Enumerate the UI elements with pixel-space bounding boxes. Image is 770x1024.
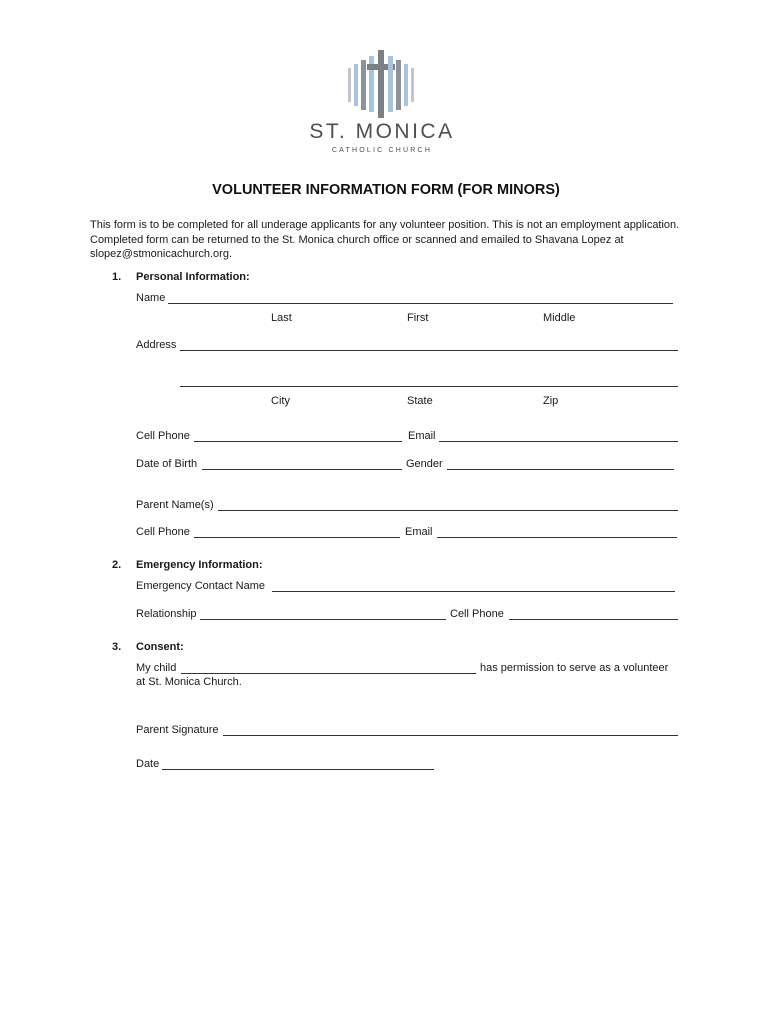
gender-field[interactable] bbox=[447, 469, 674, 470]
relationship-label: Relationship bbox=[136, 608, 197, 620]
parent-signature-field[interactable] bbox=[223, 735, 678, 736]
parent-cell-phone-label: Cell Phone bbox=[136, 526, 190, 538]
address-label: Address bbox=[136, 339, 177, 351]
emergency-cell-phone-field[interactable] bbox=[509, 619, 678, 620]
parent-names-label: Parent Name(s) bbox=[136, 499, 214, 511]
date-label: Date bbox=[136, 758, 160, 770]
state-label: State bbox=[407, 395, 433, 407]
parent-cell-phone-field[interactable] bbox=[194, 537, 400, 538]
name-field[interactable] bbox=[168, 303, 673, 304]
date-field[interactable] bbox=[162, 769, 434, 770]
section-title-consent: Consent: bbox=[136, 641, 184, 653]
cross-icon bbox=[345, 50, 417, 118]
dob-field[interactable] bbox=[202, 469, 402, 470]
section-number: 1. bbox=[112, 271, 122, 283]
parent-email-field[interactable] bbox=[437, 537, 677, 538]
cell-phone-label: Cell Phone bbox=[136, 430, 190, 442]
emergency-cell-phone-label: Cell Phone bbox=[450, 608, 504, 620]
last-label: Last bbox=[271, 312, 292, 324]
my-child-label: My child bbox=[136, 662, 177, 674]
permission-continuation: at St. Monica Church. bbox=[136, 676, 242, 688]
zip-label: Zip bbox=[543, 395, 559, 407]
name-label: Name bbox=[136, 292, 166, 304]
form-title: VOLUNTEER INFORMATION FORM (FOR MINORS) bbox=[212, 182, 560, 198]
gender-label: Gender bbox=[406, 458, 443, 470]
section-title-personal: Personal Information: bbox=[136, 271, 250, 283]
permission-text: has permission to serve as a volunteer bbox=[480, 662, 669, 674]
email-field[interactable] bbox=[439, 441, 678, 442]
cell-phone-field[interactable] bbox=[194, 441, 402, 442]
section-number: 3. bbox=[112, 641, 122, 653]
parent-signature-label: Parent Signature bbox=[136, 724, 219, 736]
emergency-contact-label: Emergency Contact Name bbox=[136, 580, 265, 592]
form-intro: This form is to be completed for all underage applicants for any volunteer position. This is not an employment application. Completed form can be returned to the St. Monica church office or scanned and emailed to Shavana Lopez at slopez@stmonicachurch.org. bbox=[90, 219, 680, 260]
parent-names-field[interactable] bbox=[218, 510, 678, 511]
address-line-2-field[interactable] bbox=[180, 386, 678, 387]
child-name-field[interactable] bbox=[181, 673, 476, 674]
emergency-contact-field[interactable] bbox=[272, 591, 675, 592]
city-label: City bbox=[271, 395, 290, 407]
brand-name: ST. MONICA bbox=[309, 120, 455, 143]
middle-label: Middle bbox=[543, 312, 576, 324]
relationship-field[interactable] bbox=[200, 619, 446, 620]
brand-subtitle: CATHOLIC CHURCH bbox=[331, 147, 433, 154]
section-number: 2. bbox=[112, 559, 122, 571]
parent-email-label: Email bbox=[405, 526, 433, 538]
first-label: First bbox=[407, 312, 429, 324]
address-field[interactable] bbox=[180, 350, 678, 351]
email-label: Email bbox=[408, 430, 436, 442]
section-title-emergency: Emergency Information: bbox=[136, 559, 263, 571]
dob-label: Date of Birth bbox=[136, 458, 198, 470]
